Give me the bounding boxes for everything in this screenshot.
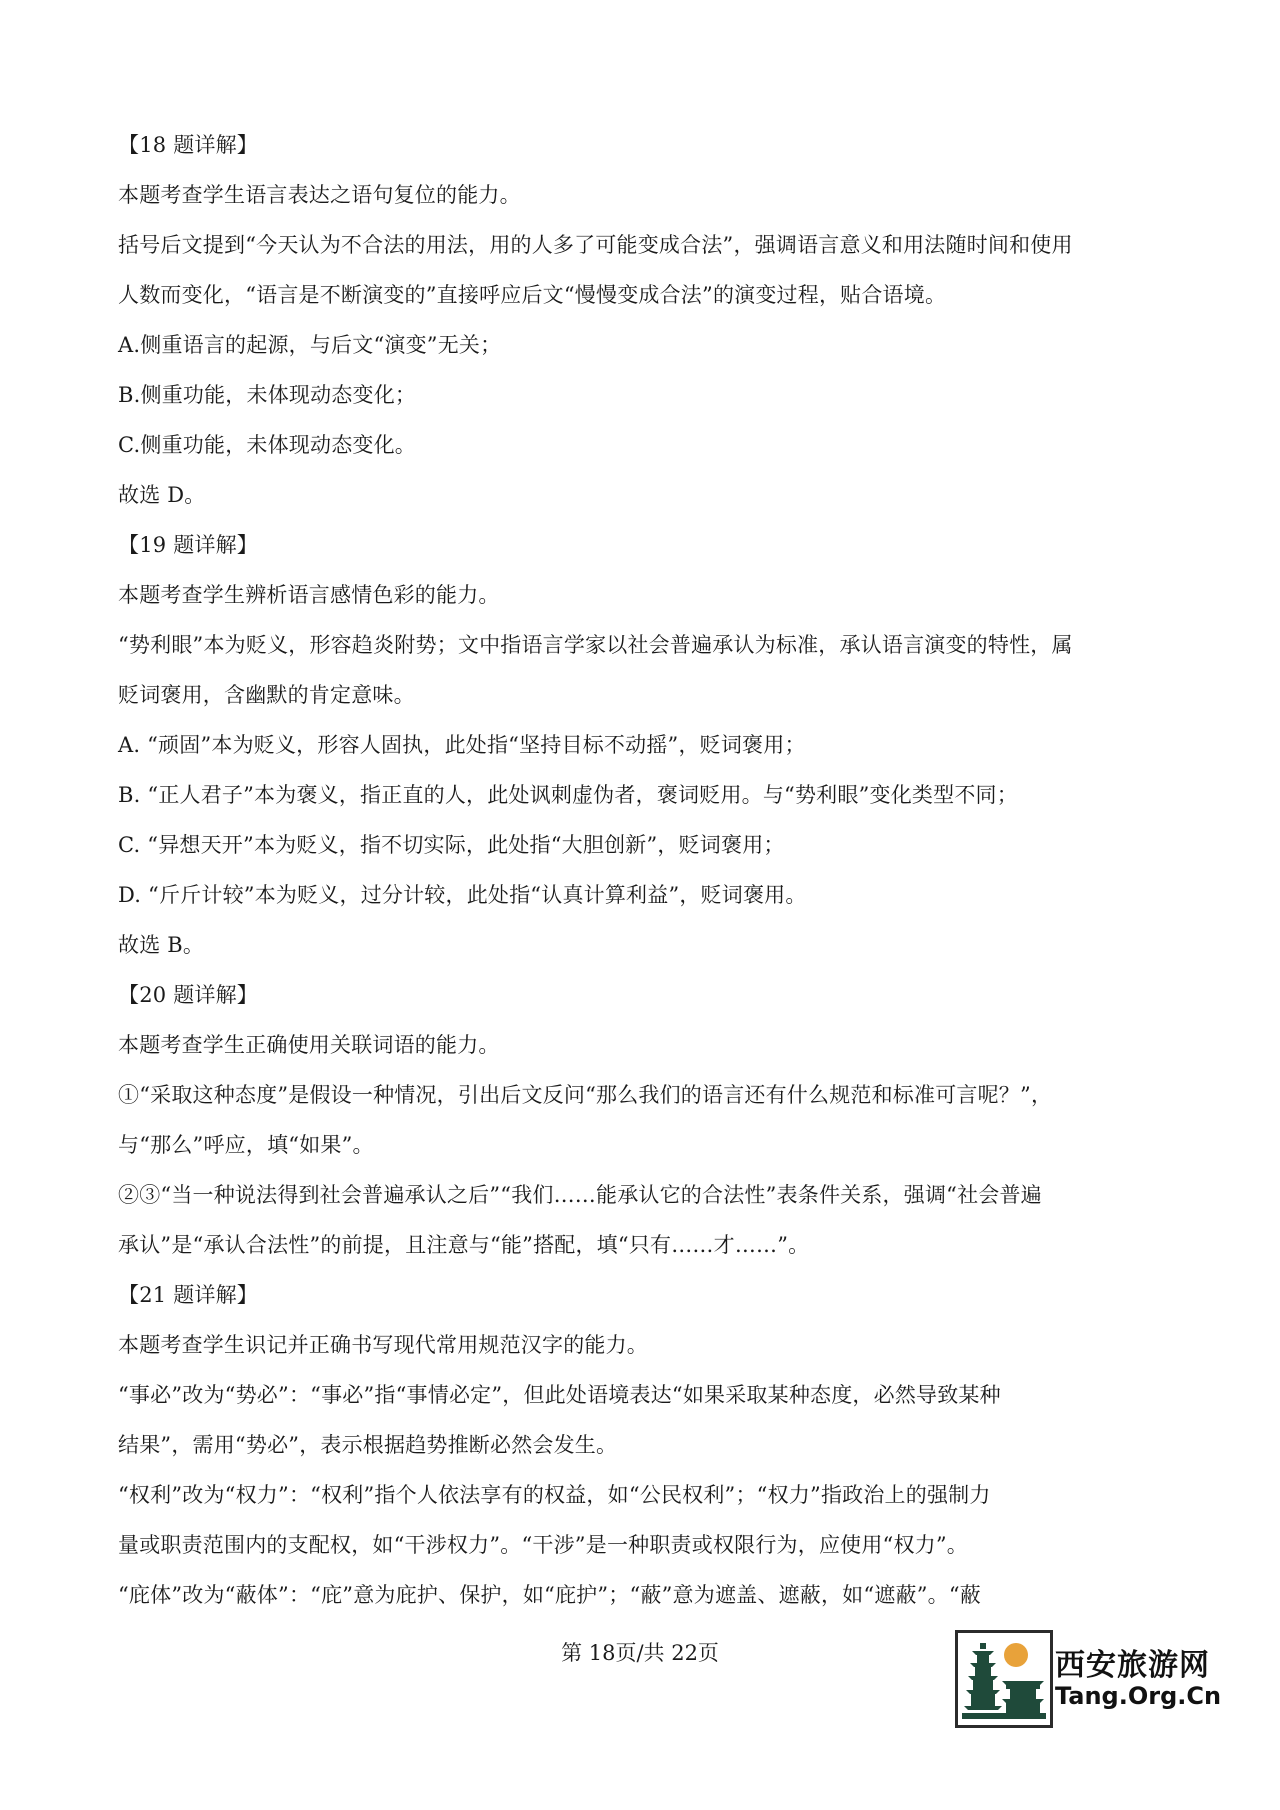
option-line: C.侧重功能，未体现动态变化。 bbox=[118, 433, 416, 457]
paragraph-line: “事必”改为“势必”：“事必”指“事情必定”，但此处语境表达“如果采取某种态度，必然导致某种 bbox=[118, 1383, 1001, 1407]
section-heading-21: 【21 题详解】 bbox=[118, 1283, 258, 1307]
option-line: D. “斤斤计较”本为贬义，过分计较，此处指“认真计算利益”，贬词褒用。 bbox=[118, 883, 807, 907]
watermark-logo bbox=[955, 1630, 1225, 1730]
option-line: B. “正人君子”本为褒义，指正直的人，此处讽刺虚伪者，褒词贬用。与“势利眼”变化类型不同； bbox=[118, 783, 1018, 807]
paragraph-line: 本题考查学生语言表达之语句复位的能力。 bbox=[118, 183, 521, 207]
paragraph-line: 人数而变化，“语言是不断演变的”直接呼应后文“慢慢变成合法”的演变过程，贴合语境。 bbox=[118, 283, 947, 307]
paragraph-line: “势利眼”本为贬义，形容趋炎附势；文中指语言学家以社会普遍承认为标准，承认语言演变的特性，属 bbox=[118, 633, 1073, 657]
paragraph-line: 括号后文提到“今天认为不合法的用法，用的人多了可能变成合法”，强调语言意义和用法随时间和使用 bbox=[118, 233, 1073, 257]
section-heading-18: 【18 题详解】 bbox=[118, 133, 258, 157]
answer-line: 故选 D。 bbox=[118, 483, 206, 507]
pagoda-icon bbox=[955, 1630, 1053, 1728]
paragraph-line: 贬词褒用，含幽默的肯定意味。 bbox=[118, 683, 415, 707]
paragraph-line: 本题考查学生辨析语言感情色彩的能力。 bbox=[118, 583, 500, 607]
paragraph-line: 与“那么”呼应，填“如果”。 bbox=[118, 1133, 374, 1157]
option-line: A.侧重语言的起源，与后文“演变”无关； bbox=[118, 333, 502, 357]
option-line: B.侧重功能，未体现动态变化； bbox=[118, 383, 417, 407]
paragraph-line: 本题考查学生识记并正确书写现代常用规范汉字的能力。 bbox=[118, 1333, 648, 1357]
document-body bbox=[118, 120, 1168, 1620]
option-line: C. “异想天开”本为贬义，指不切实际，此处指“大胆创新”，贬词褒用； bbox=[118, 833, 785, 857]
option-line: A. “顽固”本为贬义，形容人固执，此处指“坚持目标不动摇”，贬词褒用； bbox=[118, 733, 806, 757]
paragraph-line: 量或职责范围内的支配权，如“干涉权力”。“干涉”是一种职责或权限行为，应使用“权力”。 bbox=[118, 1533, 969, 1557]
paragraph-line: 承认”是“承认合法性”的前提，且注意与“能”搭配，填“只有……才……”。 bbox=[118, 1233, 810, 1257]
paragraph-line: 本题考查学生正确使用关联词语的能力。 bbox=[118, 1033, 500, 1057]
watermark-title: 西安旅游网 bbox=[1055, 1648, 1210, 1683]
paragraph-line: ②③“当一种说法得到社会普遍承认之后”“我们……能承认它的合法性”表条件关系，强调“社会普遍 bbox=[118, 1183, 1042, 1207]
section-heading-20: 【20 题详解】 bbox=[118, 983, 258, 1007]
page-number: 第 18页/共 22页 bbox=[561, 1641, 719, 1665]
section-heading-19: 【19 题详解】 bbox=[118, 533, 258, 557]
paragraph-line: “庇体”改为“蔽体”：“庇”意为庇护、保护，如“庇护”；“蔽”意为遮盖、遮蔽，如“遮蔽”。“蔽 bbox=[118, 1583, 981, 1607]
paragraph-line: “权利”改为“权力”：“权利”指个人依法享有的权益，如“公民权利”；“权力”指政治上的强制力 bbox=[118, 1483, 991, 1507]
paragraph-line: ①“采取这种态度”是假设一种情况，引出后文反问“那么我们的语言还有什么规范和标准可言呢？”， bbox=[118, 1083, 1053, 1107]
watermark-url: Tang.Org.Cn bbox=[1055, 1682, 1222, 1710]
answer-line: 故选 B。 bbox=[118, 933, 205, 957]
paragraph-line: 结果”，需用“势必”，表示根据趋势推断必然会发生。 bbox=[118, 1433, 618, 1457]
